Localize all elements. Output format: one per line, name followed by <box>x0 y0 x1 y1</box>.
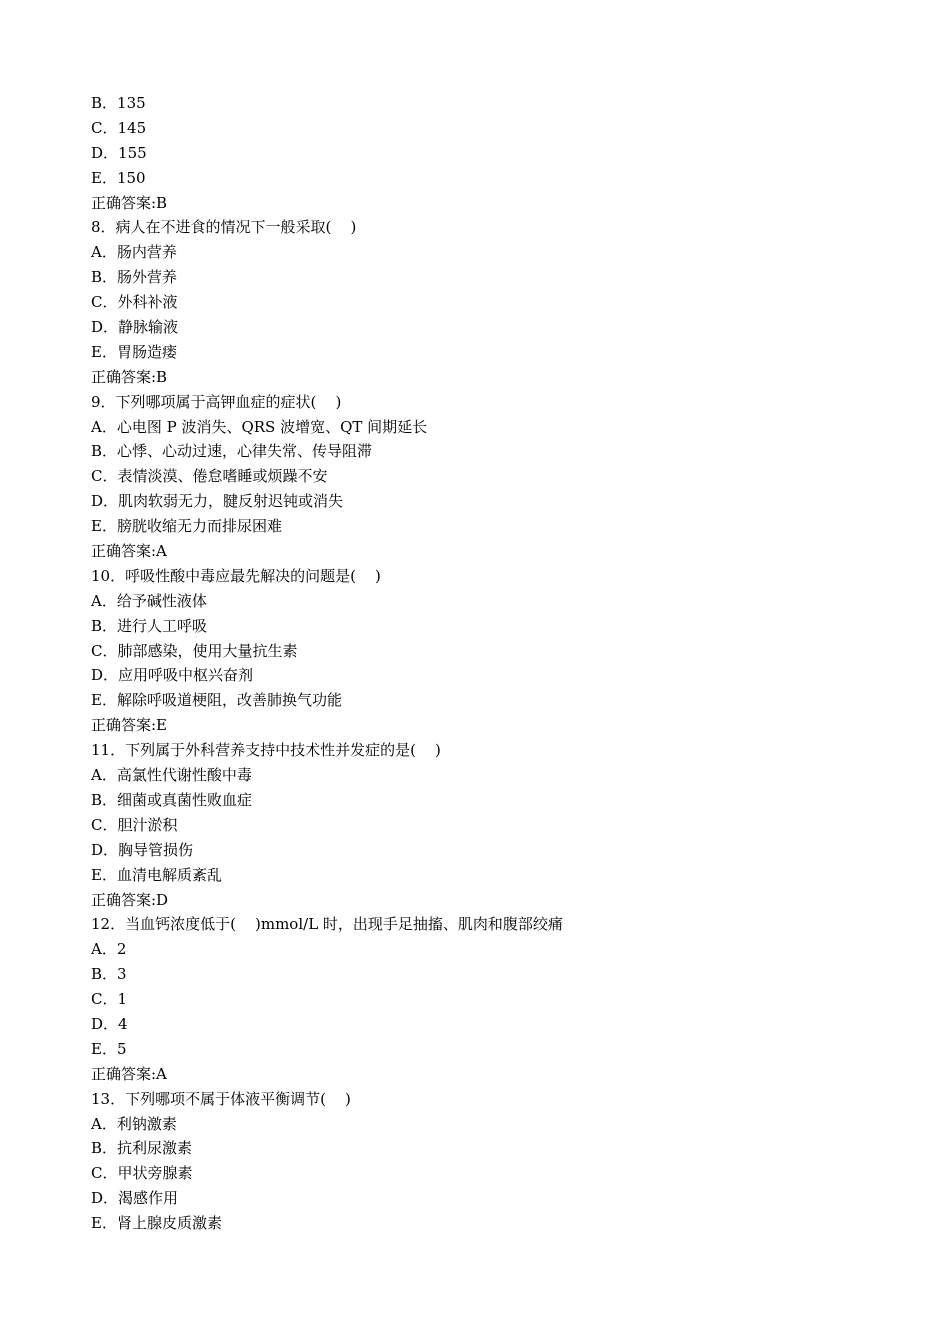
text-line: C．1 <box>91 990 128 1009</box>
text-line: D．胸导管损伤 <box>91 840 194 859</box>
text-line: A．心电图 P 波消失、QRS 波增宽、QT 间期延长 <box>91 417 428 436</box>
text-line: A．利钠激素 <box>91 1114 177 1133</box>
text-line: E．膀胱收缩无力而排尿困难 <box>91 517 282 536</box>
text-line: E．解除呼吸道梗阻，改善肺换气功能 <box>91 691 342 710</box>
text-line: B．细菌或真菌性败血症 <box>91 790 253 809</box>
text-line: B．3 <box>91 965 127 984</box>
text-line: B．心悸、心动过速，心律失常、传导阻滞 <box>91 442 373 461</box>
text-line: D．155 <box>91 143 147 162</box>
text-line: E．5 <box>91 1039 127 1058</box>
text-line: A．给予碱性液体 <box>91 591 207 610</box>
text-line: A．肠内营养 <box>91 243 177 262</box>
text-line: C．外科补液 <box>91 293 178 312</box>
answer-line: 正确答案:B <box>91 193 168 212</box>
answer-line: 正确答案:A <box>91 542 167 561</box>
question-line: 13．下列哪项不属于体液平衡调节( ) <box>91 1089 351 1108</box>
question-line: 11．下列属于外科营养支持中技术性并发症的是( ) <box>91 741 441 760</box>
text-line: C．145 <box>91 118 147 137</box>
answer-line: 正确答案:A <box>91 1064 167 1083</box>
text-line: D．4 <box>91 1014 128 1033</box>
text-line: B．进行人工呼吸 <box>91 616 208 635</box>
text-line: E．胃肠造瘘 <box>91 342 177 361</box>
text-line: D．渴感作用 <box>91 1189 179 1208</box>
question-line: 9．下列哪项属于高钾血症的症状( ) <box>91 392 342 411</box>
text-line: E．血清电解质紊乱 <box>91 865 222 884</box>
text-line: D．应用呼吸中枢兴奋剂 <box>91 666 254 685</box>
question-line: 8．病人在不进食的情况下一般采取( ) <box>91 218 357 237</box>
text-line: A．2 <box>91 940 127 959</box>
text-line: C．肺部感染，使用大量抗生素 <box>91 641 298 660</box>
text-line: B．135 <box>91 94 146 112</box>
answer-line: 正确答案:E <box>91 716 168 735</box>
text-line: B．抗利尿激素 <box>91 1139 193 1158</box>
text-line: A．高氯性代谢性酸中毒 <box>91 766 252 785</box>
question-line: 10．呼吸性酸中毒应最先解决的问题是( ) <box>91 566 381 585</box>
text-line: C．表情淡漠、倦怠嗜睡或烦躁不安 <box>91 467 328 486</box>
question-line: 12．当血钙浓度低于( )mmol/L 时，出现手足抽搐、肌肉和腹部绞痛 <box>91 915 563 934</box>
text-line: B．肠外营养 <box>91 268 178 287</box>
text-line: D．肌肉软弱无力，腱反射迟钝或消失 <box>91 492 344 511</box>
text-line: C．甲状旁腺素 <box>91 1164 193 1183</box>
document-page <box>91 91 871 1236</box>
text-line: C．胆汁淤积 <box>91 815 178 834</box>
text-line: E．肾上腺皮质激素 <box>91 1214 222 1233</box>
text-line: D．静脉输液 <box>91 318 179 337</box>
answer-line: 正确答案:D <box>91 890 169 909</box>
text-line: E．150 <box>91 168 146 187</box>
answer-line: 正确答案:B <box>91 367 168 386</box>
